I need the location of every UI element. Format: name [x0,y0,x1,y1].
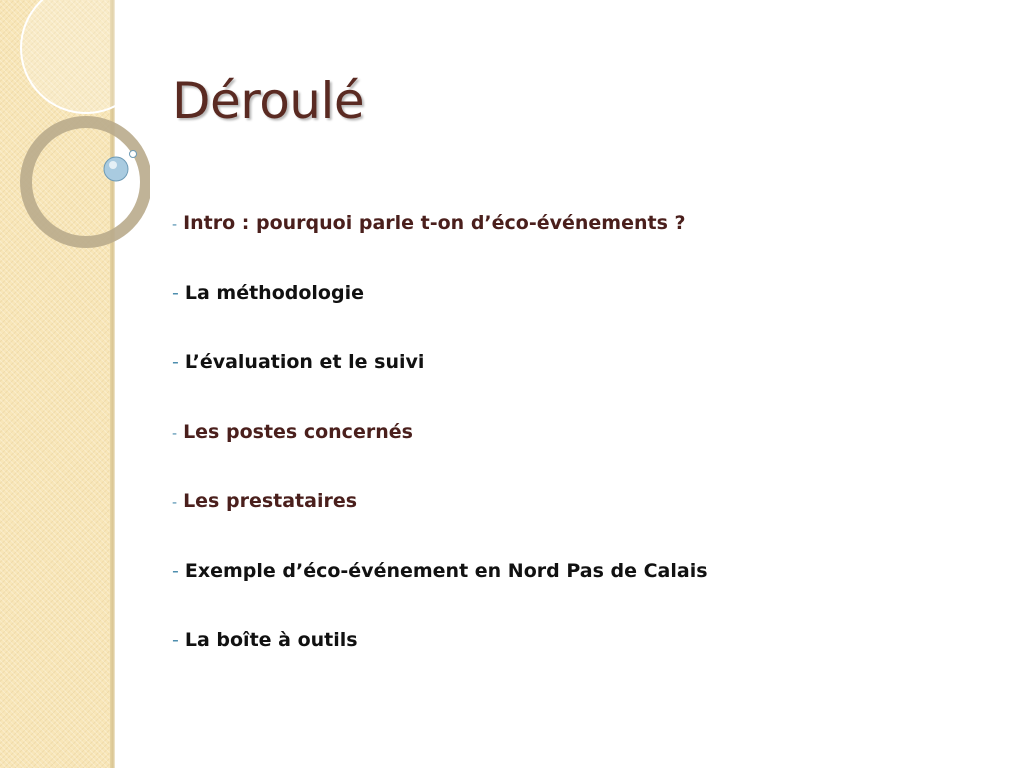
bullet-dash: - [172,426,178,442]
bullet-dash: - [172,282,179,304]
agenda-item-label: L’évaluation et le suivi [184,351,425,373]
agenda-item-label: La méthodologie [184,282,364,304]
bullet-dash: - [172,217,178,233]
ring-circle [26,122,146,242]
agenda-item-label: Les prestataires [183,490,358,512]
agenda-item-label: Les postes concernés [183,421,413,443]
agenda-item-exemple [172,556,708,587]
slide-title: Déroulé [172,72,365,130]
small-blue-dot [130,151,137,158]
bullet-dash: - [172,351,179,373]
agenda-item-label: Exemple d’éco-événement en Nord Pas de Calais [184,560,708,582]
agenda-item-prestataires [172,486,357,518]
agenda-item-postes [172,417,413,449]
blue-dot-highlight [109,161,117,169]
large-outline-circle [21,0,150,113]
decorative-circles-graphic [0,0,150,260]
agenda-item-evaluation [172,347,424,378]
bullet-dash: - [172,495,178,511]
agenda-item-methodology [172,278,364,309]
agenda-item-label: La boîte à outils [184,629,358,651]
agenda-item-label: Intro : pourquoi parle t-on d’éco-événements ? [183,212,686,234]
bullet-dash: - [172,629,179,651]
blue-dot-circle [104,157,128,181]
agenda-item-outils [172,625,358,656]
bullet-dash: - [172,560,179,582]
agenda-item-intro [172,208,686,240]
